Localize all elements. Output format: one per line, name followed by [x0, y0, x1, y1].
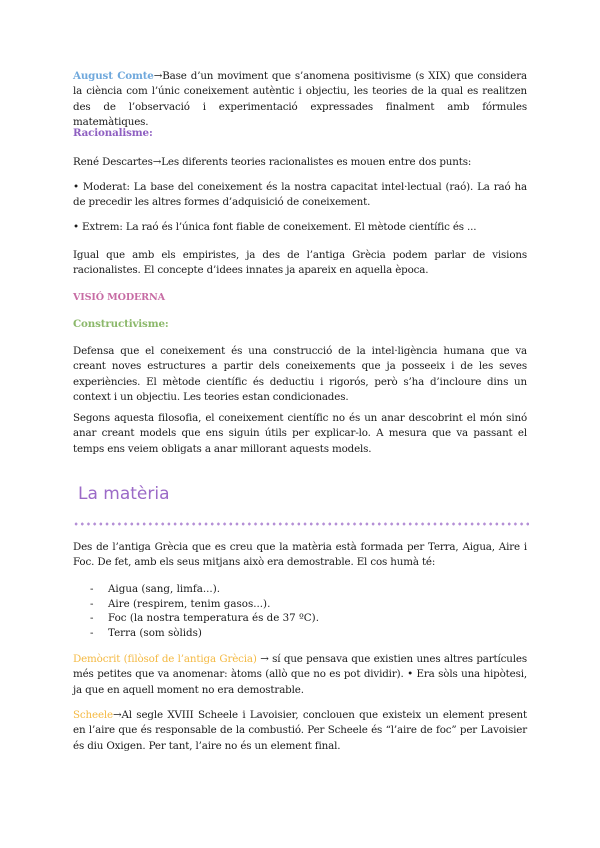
- comte-name: August Comte: [73, 70, 154, 82]
- racionalisme-heading: Racionalisme:: [73, 127, 153, 139]
- descartes-paragraph: René Descartes→Les diferents teories racionalistes es mouen entre dos punts:: [73, 156, 472, 168]
- list-item: - Terra (som sòlids): [90, 626, 319, 641]
- democrit-name: Demòcrit (filòsof de l’antiga Grècia): [73, 653, 257, 665]
- scheele-name: Scheele: [73, 709, 113, 721]
- list-item: - Aigua (sang, limfa...).: [90, 582, 319, 597]
- defensa-paragraph: Defensa que el coneixement és una construcció de la intel·ligència humana que va creant noves estructures a partir dels coneixements que ja posseeix i de les seves experiències. El mètode científic és deductiu i rigorós, però s’ha d’incloure dins un context i un objectiu. Les teories estan condicionades.: [73, 345, 527, 403]
- scheele-paragraph: [73, 708, 527, 754]
- segons-paragraph: Segons aquesta filosofia, el coneixement científic no és un anar descobrint el món sinó anar creant models que ens siguin útils per explicar-lo. A mesura que va passant el temps ens veiem obligats a anar millorant aquests models.: [73, 412, 527, 455]
- dotted-divider: [73, 522, 529, 526]
- elements-list: [90, 582, 319, 640]
- list-item: - Foc (la nostra temperatura és de 37 ºC).: [90, 611, 319, 626]
- extrem-paragraph: • Extrem: La raó és l’única font fiable de coneixement. El mètode científic és ...: [73, 221, 477, 233]
- section-title-materia: La matèria: [78, 484, 170, 504]
- scheele-text: →Al segle XVIII Scheele i Lavoisier, conclouen que existeix un element present en l’aire que és responsable de la combustió. Per Scheele és “l’aire de foc” per Lavoisier és diu Oxigen. Per tant, l’aire no és un element final.: [73, 709, 527, 752]
- comte-paragraph: [73, 69, 527, 130]
- grecia-paragraph: Igual que amb els empiristes, ja des de l’antiga Grècia podem parlar de visions racionalistes. El concepte d’idees innates ja apareix en aquella època.: [73, 249, 527, 277]
- materia-intro-paragraph: Des de l’antiga Grècia que es creu que la matèria està formada per Terra, Aigua, Aire i Foc. De fet, amb els seus mitjans això era demostrable. El cos humà té:: [73, 541, 527, 569]
- moderat-paragraph: • Moderat: La base del coneixement és la nostra capacitat intel·lectual (raó). La raó ha de precedir les altres formes d’adquisició de coneixement.: [73, 181, 527, 209]
- democrit-paragraph: [73, 652, 527, 698]
- comte-text: →Base d’un moviment que s’anomena positivisme (s XIX) que considera la ciència com l’únic coneixement autèntic i objectiu, les teories de la qual es realitzen des de l’observació i experimentació expressades finalment amb fórmules matemàtiques.: [73, 70, 527, 128]
- list-item: - Aire (respirem, tenim gasos...).: [90, 597, 319, 612]
- constructivisme-heading: Constructivisme:: [73, 318, 169, 330]
- democrit-text: → sí que pensava que existien unes altres partícules més petites que va anomenar: àtoms (allò que no es pot dividir). • Era sòls una hipòtesi, ja que en aquell moment no era demostrable.: [73, 653, 527, 696]
- visio-moderna-heading: VISIÓ MODERNA: [73, 292, 165, 303]
